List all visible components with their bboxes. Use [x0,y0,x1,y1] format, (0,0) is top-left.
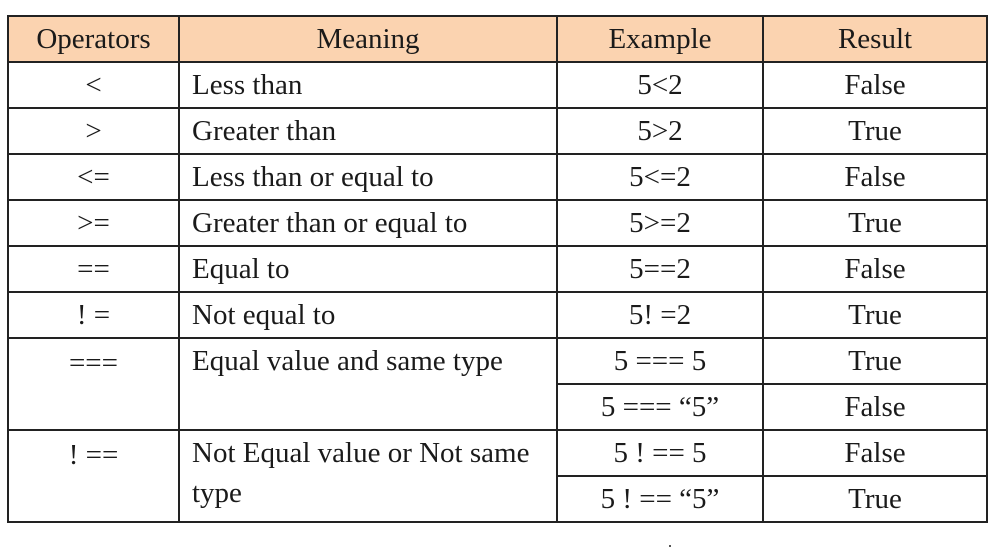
example-cell: 5<2 [557,62,763,108]
meaning-cell: Equal to [179,246,557,292]
table-row [8,338,987,384]
result-cell: True [763,108,987,154]
example-cell: 5 ! == 5 [557,430,763,476]
table-row [8,246,987,292]
table-row [8,108,987,154]
example-cell: 5>=2 [557,200,763,246]
example-cell: 5 === 5 [557,338,763,384]
header-example: Example [557,16,763,62]
result-cell: False [763,430,987,476]
operators-table [7,15,988,523]
operator-cell: <= [8,154,179,200]
result-cell: False [763,384,987,430]
operator-cell: >= [8,200,179,246]
header-result: Result [763,16,987,62]
meaning-cell: Greater than or equal to [179,200,557,246]
operator-cell: > [8,108,179,154]
operator-cell: ! = [8,292,179,338]
example-cell: 5! =2 [557,292,763,338]
result-cell: True [763,292,987,338]
operator-cell: ! == [8,430,179,522]
table-row [8,292,987,338]
result-cell: False [763,246,987,292]
table-row [8,200,987,246]
result-cell: True [763,476,987,522]
result-cell: True [763,200,987,246]
meaning-cell: Less than [179,62,557,108]
stray-dot [669,545,671,547]
meaning-cell: Less than or equal to [179,154,557,200]
table-row [8,154,987,200]
table-row [8,430,987,476]
meaning-cell: Greater than [179,108,557,154]
table-row [8,62,987,108]
result-cell: False [763,62,987,108]
operator-cell: === [8,338,179,430]
operator-cell: == [8,246,179,292]
meaning-cell: Not Equal value or Not same type [179,430,557,522]
result-cell: True [763,338,987,384]
meaning-cell: Equal value and same type [179,338,557,430]
example-cell: 5==2 [557,246,763,292]
operator-cell: < [8,62,179,108]
example-cell: 5 === “5” [557,384,763,430]
meaning-cell: Not equal to [179,292,557,338]
header-operators: Operators [8,16,179,62]
result-cell: False [763,154,987,200]
header-meaning: Meaning [179,16,557,62]
example-cell: 5<=2 [557,154,763,200]
example-cell: 5 ! == “5” [557,476,763,522]
table-header-row [8,16,987,62]
example-cell: 5>2 [557,108,763,154]
